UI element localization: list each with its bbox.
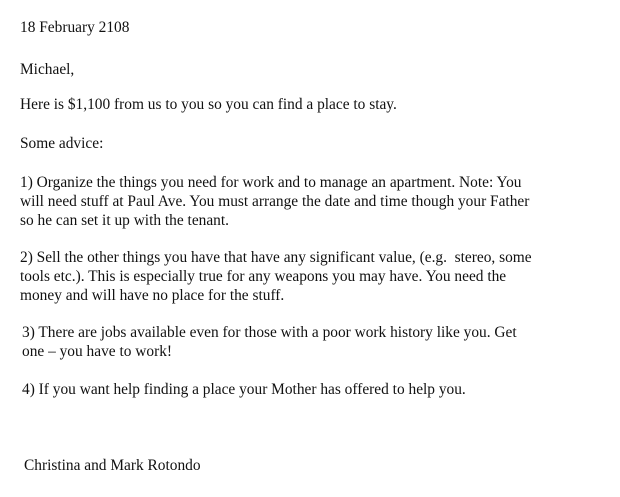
advice-item-3-line-1: 3) There are jobs available even for those with a poor work history like you. Get [22,324,517,341]
advice-item-4-line-1: 4) If you want help finding a place your Mother has offered to help you. [22,381,466,398]
letter-intro: Here is $1,100 from us to you so you can find a place to stay. [20,96,397,113]
advice-heading: Some advice: [20,135,104,152]
letter-date: 18 February 2108 [20,19,130,36]
advice-item-1-line-3: so he can set it up with the tenant. [20,212,230,229]
advice-item-2-line-2: tools etc.). This is especially true for any weapons you may have. You need the [20,268,507,285]
advice-item-2-line-1: 2) Sell the other things you have that have any significant value, (e.g. stereo, some [20,249,532,266]
advice-item-2-line-3: money and will have no place for the stuff. [20,287,285,304]
letter-signature: Christina and Mark Rotondo [24,457,201,474]
advice-item-1-line-1: 1) Organize the things you need for work and to manage an apartment. Note: You [20,174,522,191]
advice-item-4 [22,380,466,399]
advice-item-1-line-2: will need stuff at Paul Ave. You must arrange the date and time though your Father [20,193,530,210]
advice-item-1 [20,173,529,230]
advice-item-3-line-2: one – you have to work! [22,343,173,360]
advice-item-3 [22,323,517,361]
advice-item-2 [20,248,532,305]
letter-salutation: Michael, [20,61,75,78]
